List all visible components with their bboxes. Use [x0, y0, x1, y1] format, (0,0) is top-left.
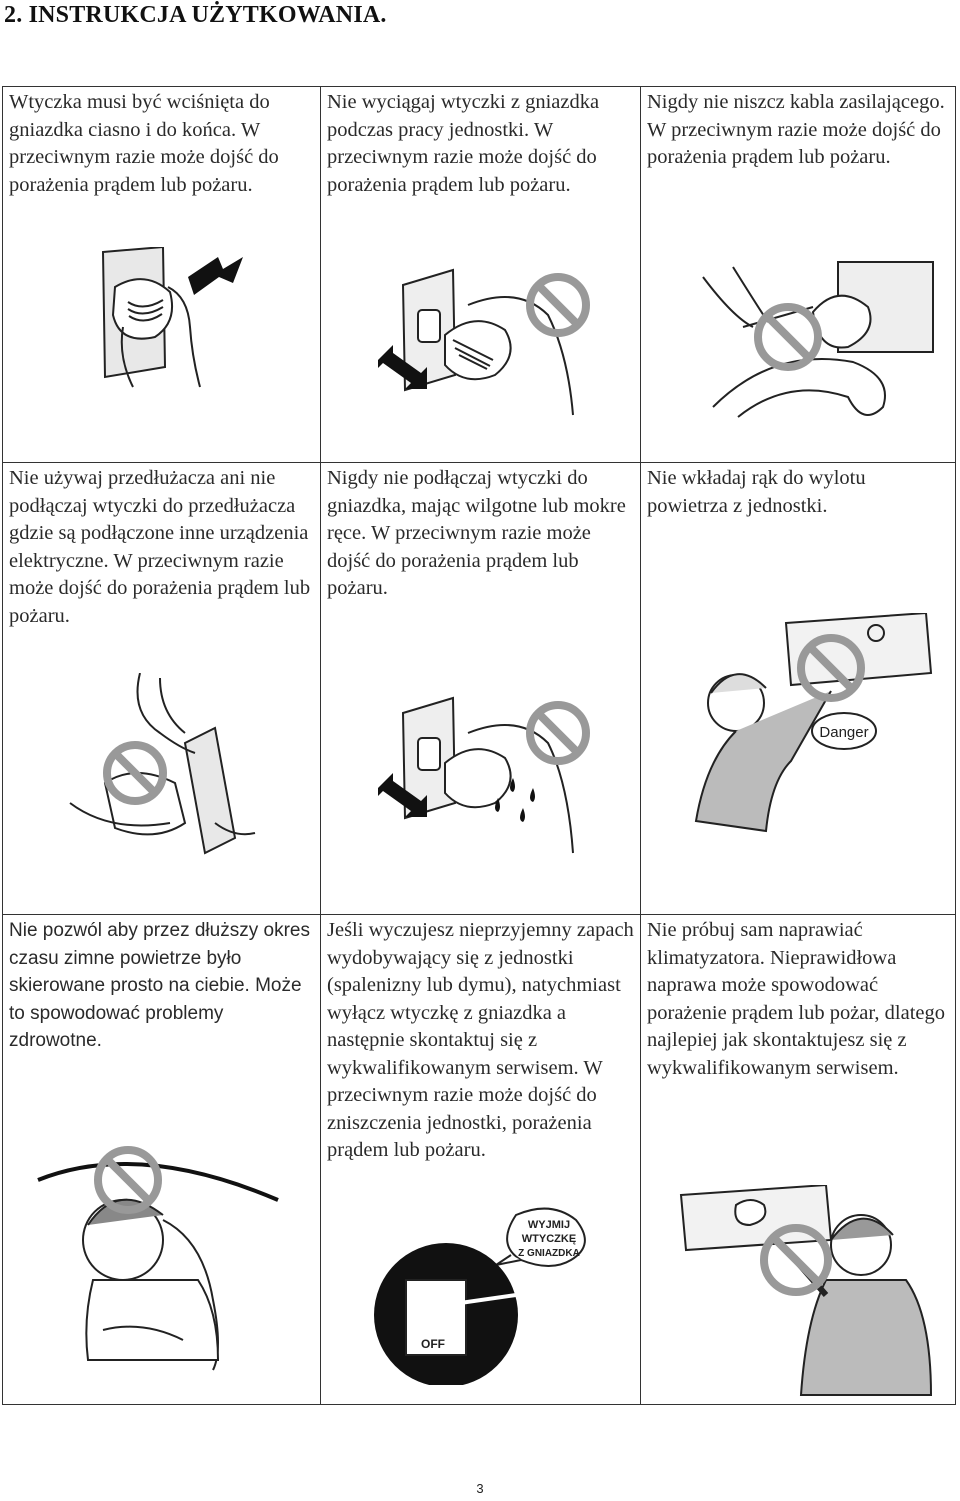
instruction-text-9: Nie próbuj sam naprawiać klimatyzatora. Nieprawidłowa naprawa może spowodować porażenie prądem lub pożar, dlatego najlepiej jak skontaktujesz się z wykwalifikowanym serwisem.: [647, 919, 946, 1079]
unplug-smell-illustration: [361, 1205, 611, 1385]
instruction-cell-1: [3, 87, 321, 463]
damage-cable-illustration: [693, 257, 943, 427]
instruction-cell-2: [321, 87, 641, 463]
instruction-cell-9: [641, 915, 956, 1405]
instruction-cell-5: [321, 463, 641, 915]
unplug-during-operation-illustration: [373, 265, 623, 425]
bubble-line-3: Z GNIAZDKA: [518, 1248, 580, 1259]
instruction-text-3: Nigdy nie niszcz kabla zasilającego. W przeciwnym razie może dojść do porażenia prądem lub pożaru.: [647, 91, 945, 168]
page-heading: 2. INSTRUKCJA UŻYTKOWANIA.: [4, 2, 387, 28]
page-number: 3: [476, 1481, 484, 1496]
self-repair-illustration: [676, 1185, 941, 1400]
danger-label: Danger: [819, 724, 869, 741]
instruction-text-8: Jeśli wyczujesz nieprzyjemny zapach wydobywający się z jednostki (spalenizny lub dymu), natychmiast wyłącz wtyczkę z gniazdka a następnie skontaktuj się z wykwalifikowanym serwisem. W przeciwnym razie może dojść do zniszczenia jednostki, porażenia prądem lub pożaru.: [327, 919, 634, 1161]
extension-cord-illustration: [65, 673, 265, 863]
instruction-text-2: Nie wyciągaj wtyczki z gniazdka podczas pracy jednostki. W przeciwnym razie może dojść do porażenia prądem lub pożaru.: [327, 91, 600, 196]
instruction-text-6: Nie wkładaj rąk do wylotu powietrza z jednostki.: [647, 467, 866, 517]
instruction-text-5: Nigdy nie podłączaj wtyczki do gniazdka, mając wilgotne lub mokre ręce. W przeciwnym razie może dojść do porażenia prądem lub pożaru.: [327, 467, 626, 599]
instruction-cell-8: [321, 915, 641, 1405]
hands-in-outlet-illustration: [676, 613, 936, 883]
instruction-cell-7: [3, 915, 321, 1405]
instruction-cell-4: [3, 463, 321, 915]
bubble-line-2: WTYCZKĘ: [521, 1233, 577, 1245]
cold-air-illustration: [33, 1130, 293, 1390]
instruction-text-4: Nie używaj przedłużacza ani nie podłączaj wtyczki do przedłużacza gdzie są podłączone inne urządzenia elektryczne. W przeciwnym razie może dojść do porażenia prądem lub pożaru.: [9, 467, 311, 627]
instruction-text-1: Wtyczka musi być wciśnięta do gniazdka ciasno i do końca. W przeciwnym razie może dojść do porażenia prądem lub pożaru.: [9, 91, 279, 196]
instruction-cell-3: [641, 87, 956, 463]
push-plug-illustration: [93, 247, 253, 407]
off-label: OFF: [421, 1337, 445, 1351]
instruction-grid: [2, 86, 956, 1405]
bubble-line-1: WYJMIJ: [527, 1219, 571, 1231]
instruction-text-7: Nie pozwól aby przez dłuższy okres czasu zimne powietrze było skierowane prosto na ciebie. Może to spowodować problemy zdrowotne.: [9, 920, 310, 1051]
wet-hands-illustration: [373, 688, 623, 863]
instruction-cell-6: [641, 463, 956, 915]
